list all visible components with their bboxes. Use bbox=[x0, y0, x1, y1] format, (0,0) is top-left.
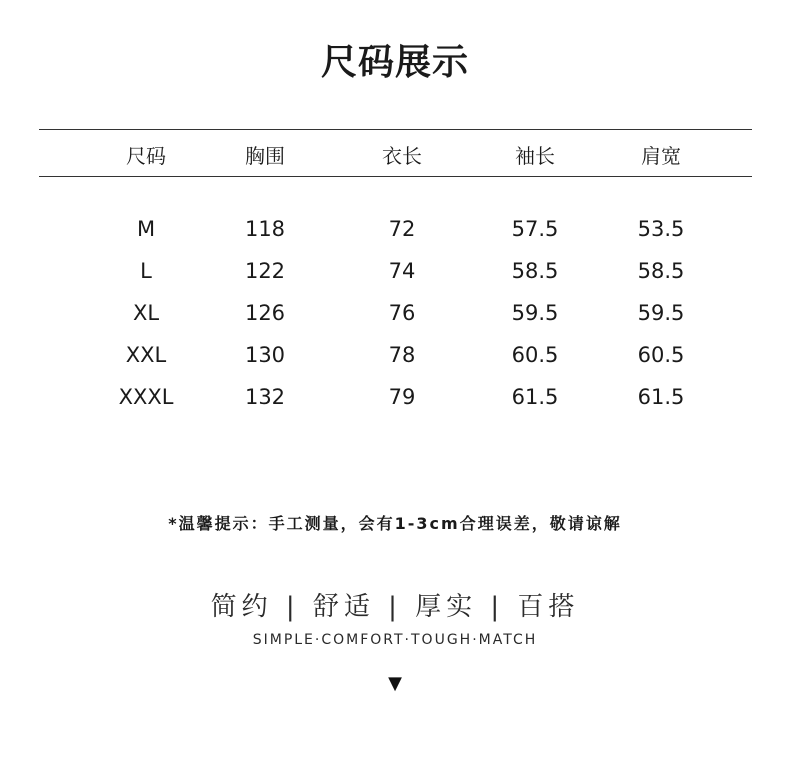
table-cell: 118 bbox=[244, 217, 286, 241]
header-chest: 胸围 bbox=[245, 144, 285, 168]
table-cell: XXXL bbox=[118, 385, 174, 409]
table-cell: 58.5 bbox=[511, 259, 559, 283]
table-cell: 130 bbox=[244, 343, 286, 367]
down-arrow-icon: ▼ bbox=[388, 673, 402, 694]
slogan-en: SIMPLE·COMFORT·TOUGH·MATCH bbox=[252, 632, 538, 648]
page-title: 尺码展示 bbox=[320, 42, 469, 83]
table-cell: 122 bbox=[244, 259, 286, 283]
table-cell: 60.5 bbox=[511, 343, 559, 367]
header-length: 衣长 bbox=[382, 144, 422, 168]
table-top-rule bbox=[39, 129, 752, 130]
table-cell: 58.5 bbox=[637, 259, 685, 283]
table-cell: 59.5 bbox=[637, 301, 685, 325]
table-cell: XL bbox=[132, 301, 160, 325]
header-size: 尺码 bbox=[126, 144, 166, 168]
table-cell: M bbox=[136, 217, 156, 241]
table-cell: 60.5 bbox=[637, 343, 685, 367]
header-sleeve: 袖长 bbox=[515, 144, 555, 168]
table-cell: 132 bbox=[244, 385, 286, 409]
table-cell: 74 bbox=[388, 259, 416, 283]
table-header-rule bbox=[39, 176, 752, 177]
measurement-note: *温馨提示：手工测量，会有1-3cm合理误差，敬请谅解 bbox=[168, 514, 622, 533]
table-cell: 53.5 bbox=[637, 217, 685, 241]
table-cell: 61.5 bbox=[511, 385, 559, 409]
slogan-cn: 简约 | 舒适 | 厚实 | 百搭 bbox=[210, 592, 580, 622]
table-cell: 72 bbox=[388, 217, 416, 241]
table-cell: 57.5 bbox=[511, 217, 559, 241]
table-cell: 61.5 bbox=[637, 385, 685, 409]
table-cell: XXL bbox=[125, 343, 167, 367]
table-cell: 76 bbox=[388, 301, 416, 325]
table-cell: L bbox=[140, 259, 152, 283]
table-cell: 126 bbox=[244, 301, 286, 325]
header-shoulder: 肩宽 bbox=[641, 144, 681, 168]
table-cell: 59.5 bbox=[511, 301, 559, 325]
table-cell: 78 bbox=[388, 343, 416, 367]
table-cell: 79 bbox=[388, 385, 416, 409]
